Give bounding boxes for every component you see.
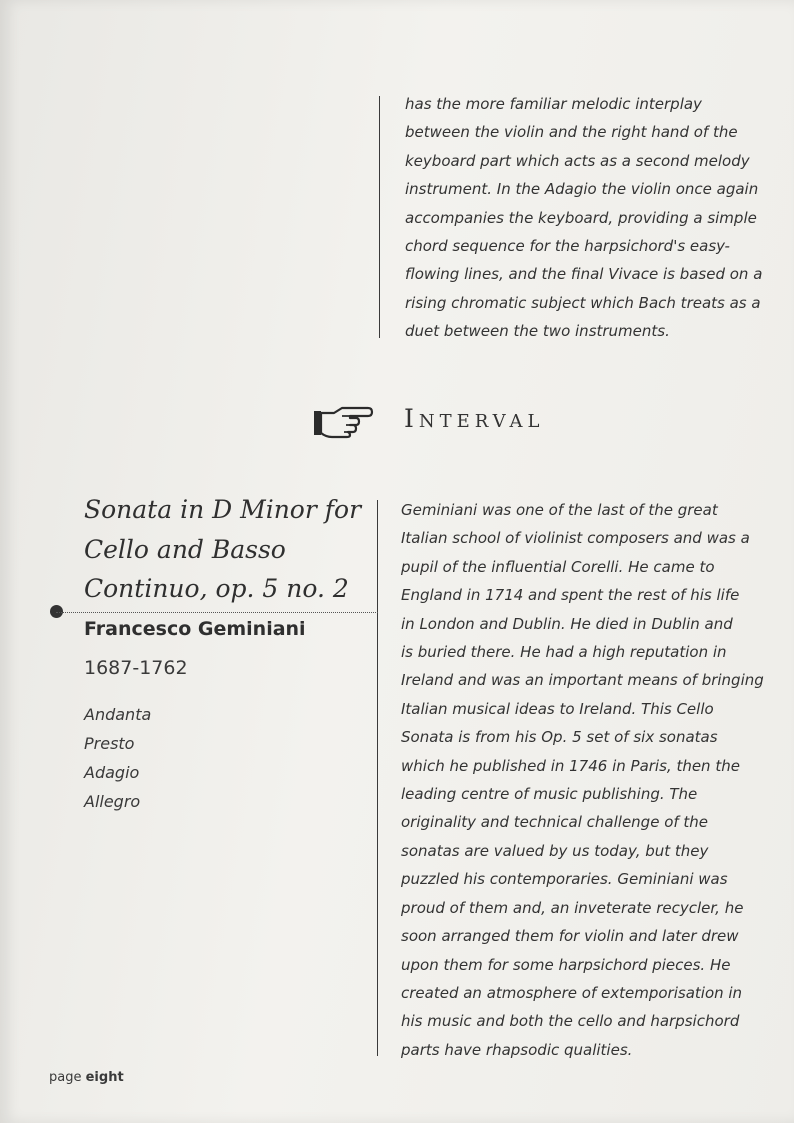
movement-item: Presto [84,734,135,753]
text-line: pupil of the influential Corelli. He came to [401,557,715,576]
footer-prefix: page [49,1070,86,1085]
piece-title [84,490,384,609]
text-line: puzzled his contemporaries. Geminiani was [401,870,728,889]
geminiani-paragraph [401,496,764,1064]
text-line: leading centre of music publishing. The [401,785,698,804]
text-line: Italian school of violinist composers and was a [401,529,750,548]
text-line: accompanies the keyboard, providing a simple [405,208,757,227]
text-line: Geminiani was one of the last of the great [401,501,718,519]
column-rule-top [379,96,380,338]
movement-list [84,700,151,816]
text-line: Italian musical ideas to Ireland. This Cello [401,699,714,718]
title-line: Sonata in D Minor for [84,495,362,524]
title-line: Cello and Basso [84,534,286,564]
text-line: chord sequence for the harpsichord's easy- [405,237,730,256]
text-line: flowing lines, and the final Vivace is based on a [405,265,763,284]
title-line: Continuo, op. 5 no. 2 [84,574,349,603]
text-line: is buried there. He had a high reputation in [401,643,727,662]
text-line: duet between the two instruments. [405,322,670,341]
text-line: rising chromatic subject which Bach treats as a [405,293,761,312]
pointing-hand-icon [312,404,374,440]
movement-item: Adagio [84,763,140,782]
text-line: originality and technical challenge of the [401,813,709,832]
text-line: his music and both the cello and harpsichord [401,1012,740,1031]
text-line: England in 1714 and spent the rest of his life [401,586,740,605]
text-line: Sonata is from his Op. 5 set of six sonatas [401,728,718,747]
text-line: proud of them and, an inveterate recycler, he [401,898,744,917]
intro-paragraph [405,90,763,346]
text-line: between the violin and the right hand of the [405,123,738,142]
text-line: in London and Dublin. He died in Dublin and [401,614,733,633]
text-line: created an atmosphere of extemporisation in [401,983,743,1002]
composer-name: Francesco Geminiani [84,618,306,640]
movement-item: Allegro [84,792,141,811]
text-line: parts have rhapsodic qualities. [401,1040,633,1059]
page-footer [49,1070,124,1085]
composer-dates: 1687-1762 [84,657,188,679]
text-line: keyboard part which acts as a second melody [405,151,750,170]
text-line: has the more familiar melodic interplay [405,95,702,113]
text-line: soon arranged them for violin and later drew [401,927,739,946]
text-line: Ireland and was an important means of bringing [401,671,764,690]
text-line: upon them for some harpsichord pieces. He [401,955,731,974]
interval-section [312,400,632,446]
footer-page-number: eight [85,1070,124,1085]
text-line: which he published in 1746 in Paris, then the [401,756,740,775]
text-line: instrument. In the Adagio the violin once again [405,180,759,199]
text-line: sonatas are valued by us today, but they [401,841,709,860]
movement-item: Andanta [84,705,152,724]
interval-heading: Interval [404,404,545,433]
dotted-divider [56,612,378,613]
